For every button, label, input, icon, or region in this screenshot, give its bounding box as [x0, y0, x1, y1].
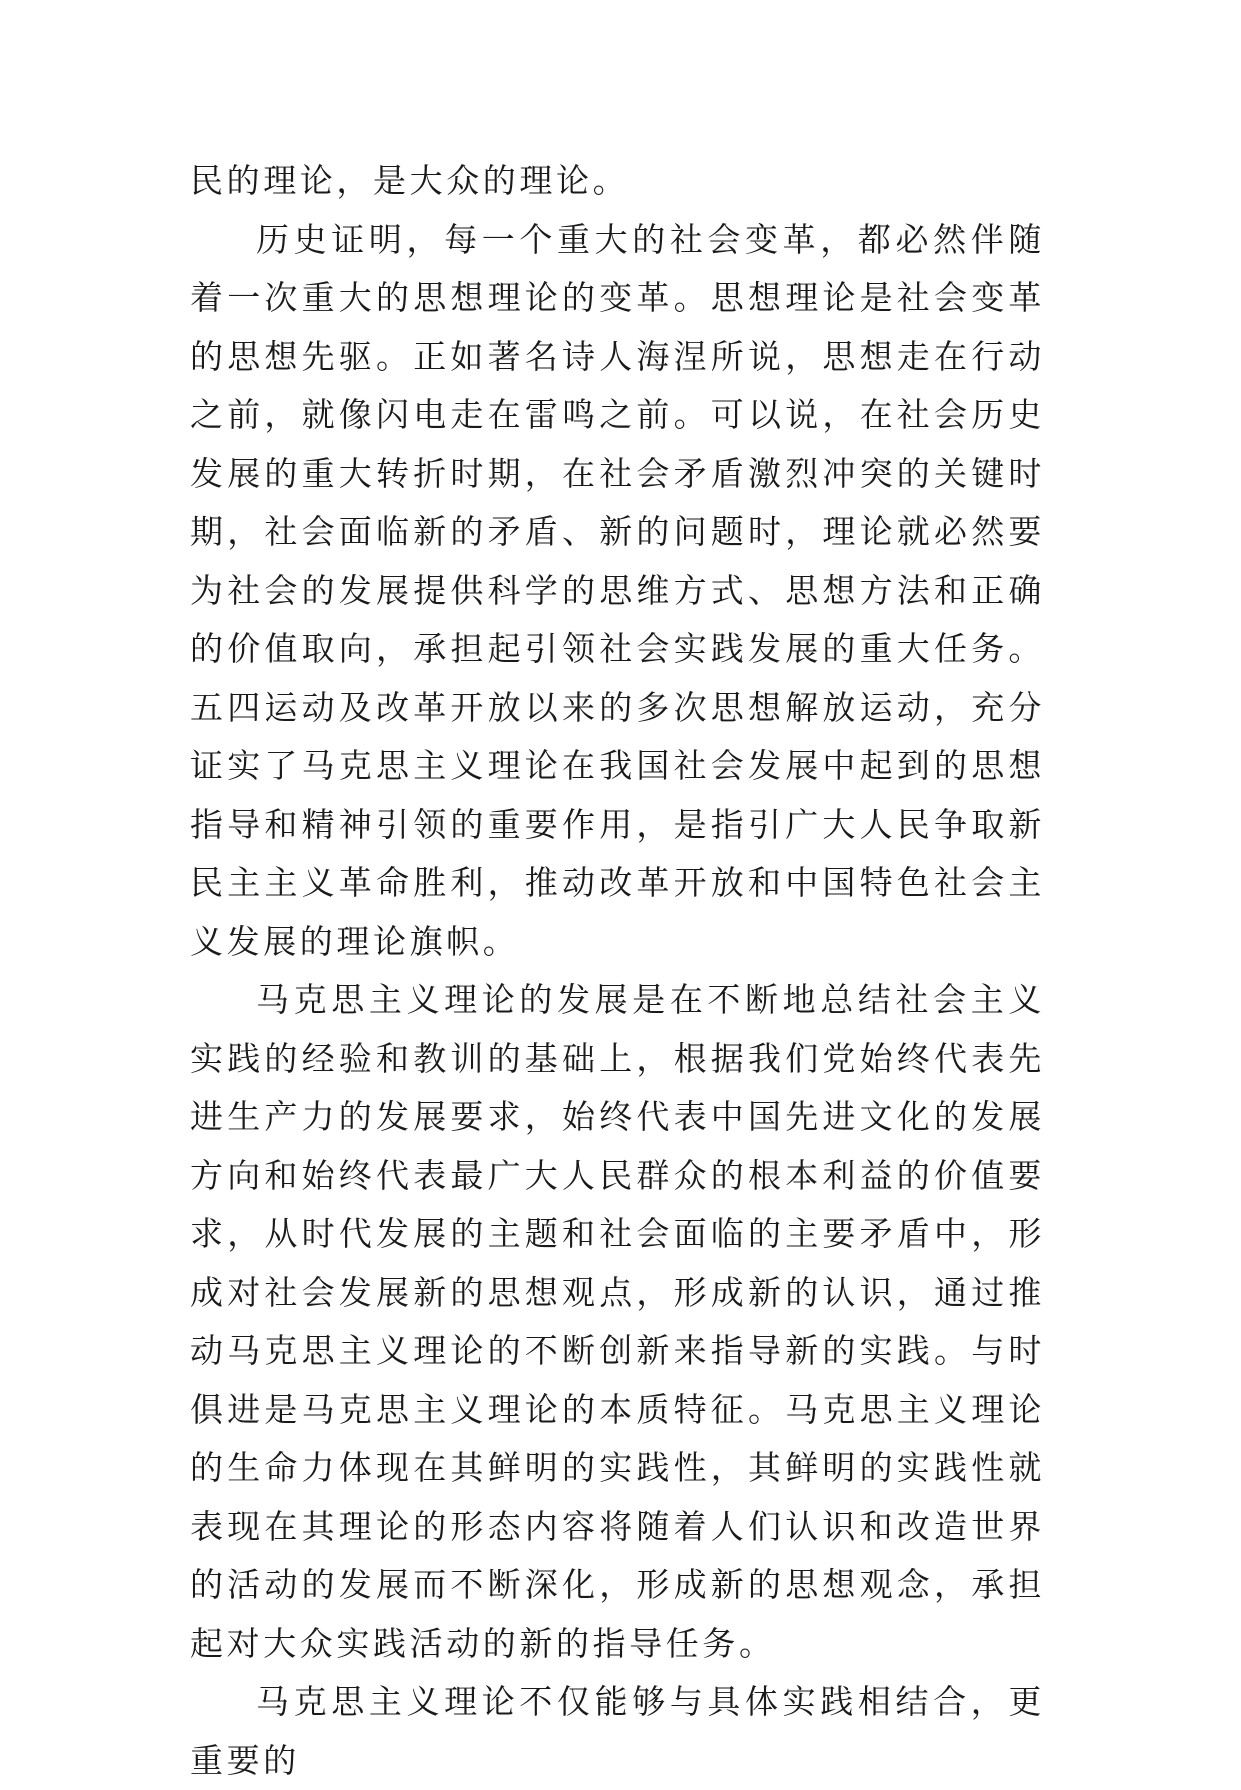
paragraph-theory-development: 马克思主义理论的发展是在不断地总结社会主义实践的经验和教训的基础上，根据我们党始终代表先进生产力的发展要求，始终代表中国先进文化的发展方向和始终代表最广大人民群众的根本利益的价值要求，从时代发展的主题和社会面临的主要矛盾中，形成对社会发展新的思想观点，形成新的认识，通过推动马克思主义理论的不断创新来指导新的实践。与时俱进是马克思主义理论的本质特征。马克思主义理论的生命力体现在其鲜明的实践性，其鲜明的实践性就表现在其理论的形态内容将随着人们认识和改造世界的活动的发展而不断深化，形成新的思想观念，承担起对大众实践活动的新的指导任务。	[190, 980, 1045, 1663]
paragraph-history-proof: 历史证明，每一个重大的社会变革，都必然伴随着一次重大的思想理论的变革。思想理论是社会变革的思想先驱。正如著名诗人海涅所说，思想走在行动之前，就像闪电走在雷鸣之前。可以说，在社会历史发展的重大转折时期，在社会矛盾激烈冲突的关键时期，社会面临新的矛盾、新的问题时，理论就必然要为社会的发展提供科学的思维方式、思想方法和正确的价值取向，承担起引领社会实践发展的重大任务。五四运动及改革开放以来的多次思想解放运动，充分证实了马克思主义理论在我国社会发展中起到的思想指导和精神引领的重要作用，是指引广大人民争取新民主主义革命胜利，推动改革开放和中国特色社会主义发展的理论旗帜。	[190, 219, 1045, 961]
paragraph-theory-practice: 马克思主义理论不仅能够与具体实践相结合，更重要的	[190, 1682, 1045, 1780]
document-body	[190, 152, 1045, 1790]
paragraph-continuation: 民的理论，是大众的理论。	[190, 161, 630, 200]
